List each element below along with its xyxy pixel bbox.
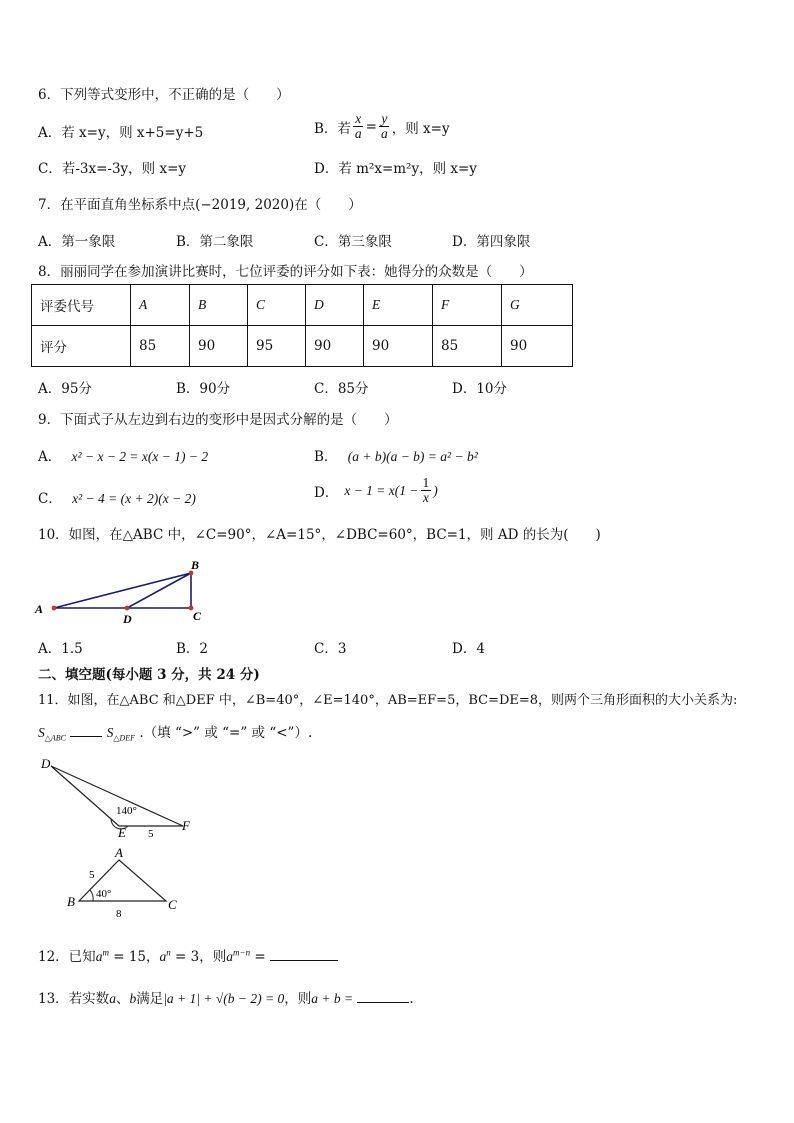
- q13-mid: 满足: [136, 991, 164, 1007]
- angle-arc: [90, 890, 93, 901]
- q10-option-b: B．2: [176, 641, 209, 657]
- q8-option-b: B．90分: [176, 381, 231, 397]
- power-exponent: m−n: [233, 947, 251, 958]
- q6-option-b-suffix: ，则 x=y: [391, 120, 450, 137]
- frac-numerator: x: [355, 111, 362, 126]
- q12-value: =: [250, 949, 266, 965]
- variable: b: [129, 991, 137, 1006]
- q6-option-d: D．若 m²x=m²y，则 x=y: [314, 161, 477, 177]
- q7-option-a: A．第一象限: [38, 234, 116, 250]
- option-label: D．: [314, 484, 339, 501]
- angle-label: 140°: [116, 805, 137, 817]
- table-row: [32, 326, 573, 367]
- segment-db: [127, 573, 191, 608]
- q10-stem: 10．如图，在△ABC 中，∠C=90°，∠A=15°，∠DBC=60°，BC=1，则 AD 的长为( ): [38, 527, 601, 543]
- vertex-label-f: F: [182, 818, 190, 833]
- table-cell: D: [306, 285, 364, 326]
- vertex-label-a: A: [35, 602, 44, 616]
- q7-stem: 7．在平面直角坐标系中点(−2019, 2020)在（ ）: [38, 197, 362, 213]
- q9-option-c: [38, 487, 196, 507]
- area-symbol: S: [106, 725, 114, 740]
- triangle-def: [51, 766, 183, 826]
- area-subscript: △DEF: [113, 733, 136, 743]
- table-cell: C: [248, 285, 306, 326]
- point-a: [52, 606, 57, 611]
- q6-option-b-frac2: [379, 112, 390, 141]
- power-base: a: [95, 949, 103, 964]
- frac-numerator: 1: [422, 475, 430, 490]
- q9-option-d-frac: [421, 476, 432, 505]
- q11-answer-line: [38, 721, 312, 743]
- q6-option-b-frac1: [353, 112, 364, 141]
- frac-denominator: x: [422, 490, 429, 506]
- q6-option-a: A．若 x=y，则 x+5=y+5: [38, 125, 204, 141]
- q12-value: = 3，则: [170, 949, 227, 965]
- q6-stem: 6．下列等式变形中，不正确的是（ ）: [38, 87, 290, 103]
- angle-label: 40°: [96, 888, 112, 900]
- table-cell: A: [131, 285, 190, 326]
- q8-option-d: D．10分: [452, 381, 508, 397]
- table-cell: G: [502, 285, 573, 326]
- q7-option-d: D．第四象限: [452, 234, 531, 250]
- q13-expr: |a + 1| + √(b − 2) = 0: [163, 991, 285, 1006]
- q9-option-d: [314, 476, 438, 505]
- q8-option-c: C．85分: [314, 381, 369, 397]
- area-subscript: △ABC: [44, 733, 67, 743]
- section-title: 二、填空题(每小题 3 分，共 24 分): [38, 667, 260, 683]
- power-exponent: n: [166, 947, 171, 958]
- area-symbol: S: [38, 725, 45, 740]
- q9-option-b: [314, 445, 478, 465]
- q13-line: [38, 987, 414, 1007]
- q10-option-a: A．1.5: [38, 641, 83, 657]
- vertex-label-d: D: [41, 756, 51, 771]
- q9-option-a-expr: x² − x − 2 = x(x − 1) − 2: [71, 449, 209, 464]
- q9-option-a: [38, 445, 208, 465]
- vertex-label-c: C: [168, 897, 177, 912]
- q11-triangle-abc-figure: [60, 843, 190, 923]
- table-cell: 90: [306, 326, 364, 367]
- q9-option-d-close: ): [433, 482, 438, 498]
- q11-tail: .（填 “>” 或 “=” 或 “<”）.: [139, 725, 313, 741]
- q12-line: [38, 945, 338, 965]
- frac-numerator: y: [381, 111, 388, 126]
- q13-then: ，则: [284, 991, 312, 1007]
- q13-expr2: a + b =: [311, 991, 354, 1006]
- separator: 、: [115, 991, 130, 1007]
- table-cell: 90: [190, 326, 248, 367]
- vertex-label-d: D: [123, 612, 132, 626]
- variable: a: [109, 991, 116, 1006]
- frac-denominator: a: [354, 126, 362, 142]
- side-label: 8: [116, 908, 122, 920]
- answer-blank[interactable]: [270, 960, 338, 961]
- side-label: 5: [89, 869, 95, 881]
- table-cell: 95: [248, 326, 306, 367]
- frac-denominator: a: [380, 126, 388, 142]
- point-d: [125, 606, 130, 611]
- q7-option-c: C．第三象限: [314, 234, 392, 250]
- vertex-label-a: A: [115, 845, 123, 860]
- q9-stem: 9．下面式子从左边到右边的变形中是因式分解的是（ ）: [38, 412, 398, 428]
- q8-option-a: A．95分: [38, 381, 92, 397]
- q12-prefix: 12．已知: [38, 949, 96, 965]
- q9-option-c-expr: x² − 4 = (x + 2)(x − 2): [72, 491, 196, 506]
- answer-blank[interactable]: [357, 1002, 409, 1003]
- vertex-label-b: B: [67, 894, 75, 909]
- option-label: C．: [38, 491, 62, 507]
- q10-option-d: D．4: [452, 641, 485, 657]
- table-cell: 90: [502, 326, 573, 367]
- vertex-label-c: C: [193, 609, 202, 623]
- side-ab: [54, 573, 191, 608]
- q11-triangle-def-figure: [35, 752, 205, 842]
- vertex-label-b: B: [191, 558, 200, 572]
- table-row: [32, 285, 573, 326]
- side-label: 5: [148, 828, 154, 840]
- table-cell: 85: [433, 326, 502, 367]
- power-base: a: [226, 949, 233, 964]
- q7-option-b: B．第二象限: [176, 234, 254, 250]
- score-table: [31, 284, 573, 367]
- q10-option-c: C．3: [314, 641, 347, 657]
- vertex-label-e: E: [118, 825, 126, 840]
- table-cell: E: [364, 285, 433, 326]
- q9-option-b-expr: (a + b)(a − b) = a² − b²: [347, 449, 478, 464]
- q11-stem: 11．如图，在△ABC 和△DEF 中，∠B=40°，∠E=140°，AB=EF=5，BC=DE=8，则两个三角形面积的大小关系为:: [38, 693, 738, 708]
- table-cell: 85: [131, 326, 190, 367]
- q13-prefix: 13．若实数: [38, 991, 110, 1007]
- power-exponent: m: [102, 947, 109, 958]
- answer-blank[interactable]: [70, 736, 102, 737]
- q6-option-b-eq: =: [365, 118, 377, 135]
- table-cell: F: [433, 285, 502, 326]
- q8-stem: 8．丽丽同学在参加演讲比赛时，七位评委的评分如下表：她得分的众数是（ ）: [38, 264, 533, 280]
- q12-value: = 15，: [108, 949, 160, 965]
- q6-option-c: C．若-3x=-3y，则 x=y: [38, 161, 187, 177]
- q6-option-b-prefix: B．若: [314, 120, 351, 137]
- option-label: B．: [314, 449, 338, 465]
- table-cell: 90: [364, 326, 433, 367]
- power-base: a: [159, 949, 167, 964]
- table-cell-label: 评分: [32, 326, 131, 367]
- q9-option-d-expr: x − 1 = x(1 −: [344, 482, 419, 498]
- q6-option-b: [314, 112, 450, 141]
- q10-triangle-figure: [30, 555, 220, 630]
- q13-end: .: [409, 991, 414, 1007]
- option-label: A．: [38, 449, 62, 465]
- table-cell-label: 评委代号: [32, 285, 131, 326]
- table-cell: B: [190, 285, 248, 326]
